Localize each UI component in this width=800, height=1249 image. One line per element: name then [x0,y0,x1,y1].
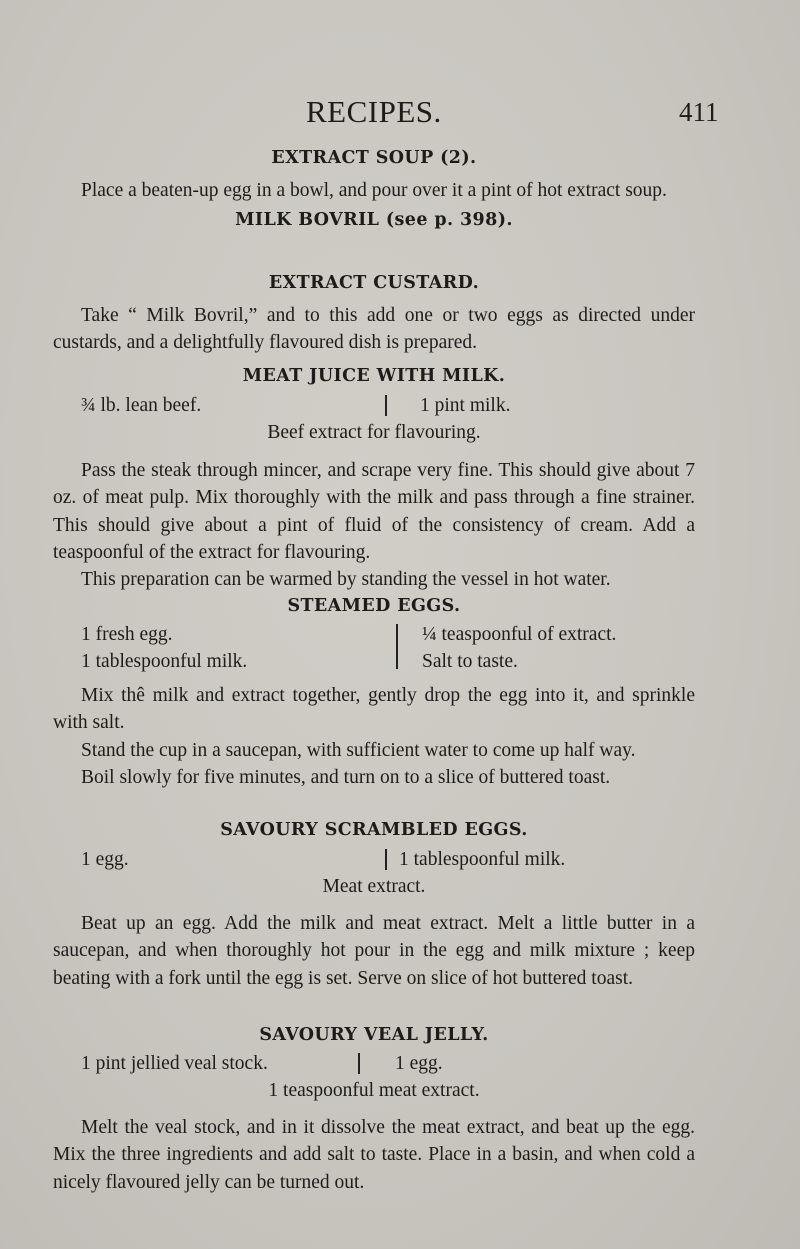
ingredient: 1 teaspoonful meat extract. [268,1080,480,1101]
ingredient: Meat extract. [322,876,426,897]
ingredients-row [53,392,695,419]
ingredients-row [53,648,695,675]
recipe-body: Place a beaten-up egg in a bowl, and pour over it a pint of hot extract soup. [81,180,667,201]
ingredient: Salt to taste. [422,651,518,672]
ingredient: 1 tablespoonful milk. [399,849,566,870]
ingredient: ¾ lb. lean beef. [81,395,202,416]
page-number: 411 [679,97,719,127]
recipe-title: SAVOURY VEAL JELLY. [259,1025,489,1045]
ingredient-divider [385,395,387,416]
recipe-title: MEAT JUICE WITH MILK. [242,366,506,386]
section-savoury-veal-jelly [53,1025,695,1196]
section-meat-juice [53,366,695,593]
ingredient-divider [358,1053,360,1074]
ingredient: 1 pint milk. [420,395,511,416]
recipe-title: SAVOURY SCRAMBLED EGGS. [220,820,528,840]
ingredients-row [53,1050,695,1077]
section-milk-bovril [53,210,695,230]
section-extract-custard [53,273,695,357]
section-extract-soup [53,148,695,204]
ingredient-divider [396,624,398,651]
recipe-body: Boil slowly for five minutes, and turn on to a slice of buttered toast. [81,766,611,788]
ingredient: 1 pint jellied veal stock. [81,1053,268,1074]
recipe-body: Mix thê milk and extract together, gently drop the egg into it, and sprinkle with salt. [53,685,695,734]
recipe-body: Beat up an egg. Add the milk and meat extract. Melt a little butter in a saucepan, and when thoroughly hot pour in the egg and milk mixture ; keep beating with a fork until the egg is set. Serve on slice of hot buttered toast. [53,913,695,989]
ingredient: ¼ teaspoonful of extract. [422,624,617,645]
recipe-body: Melt the veal stock, and in it dissolve the meat extract, and beat up the egg. Mix the three ingredients and add salt to taste. Place in a basin, and when cold a nicely flavoured jelly can be turned out. [53,1117,695,1193]
section-steamed-eggs [53,596,695,791]
recipe-body: Stand the cup in a saucepan, with sufficient water to come up half way. [81,739,636,761]
ingredients-row [53,846,695,873]
recipe-title: EXTRACT SOUP (2). [271,148,477,168]
recipe-body: Take “ Milk Bovril,” and to this add one or two eggs as directed under custards, and a delightfully flavoured dish is prepared. [53,305,695,354]
ingredient: 1 tablespoonful milk. [81,651,248,672]
ingredient: 1 egg. [81,849,129,870]
ingredient-divider [385,849,387,870]
recipe-body: Pass the steak through mincer, and scrape very fine. This should give about 7 oz. of meat pulp. Mix thoroughly with the milk and pass through a fine strainer. This should give about a pint of fluid of the consistency of cream. Add a teaspoonful of the extract for flavouring. [53,460,695,563]
running-head: RECIPES. [306,94,442,129]
recipe-title: MILK BOVRIL (see p. 398). [235,210,513,230]
ingredients-row [53,621,695,648]
ingredient: 1 fresh egg. [81,624,173,645]
ingredient: Beef extract for flavouring. [267,422,481,443]
ingredient: 1 egg. [395,1053,443,1074]
recipe-title: EXTRACT CUSTARD. [268,273,480,293]
section-savoury-scrambled-eggs [53,820,695,992]
recipe-title: STEAMED EGGS. [287,596,461,616]
recipe-body: This preparation can be warmed by standing the vessel in hot water. [81,569,611,591]
page-header [0,94,800,134]
ingredient-divider [396,648,398,669]
